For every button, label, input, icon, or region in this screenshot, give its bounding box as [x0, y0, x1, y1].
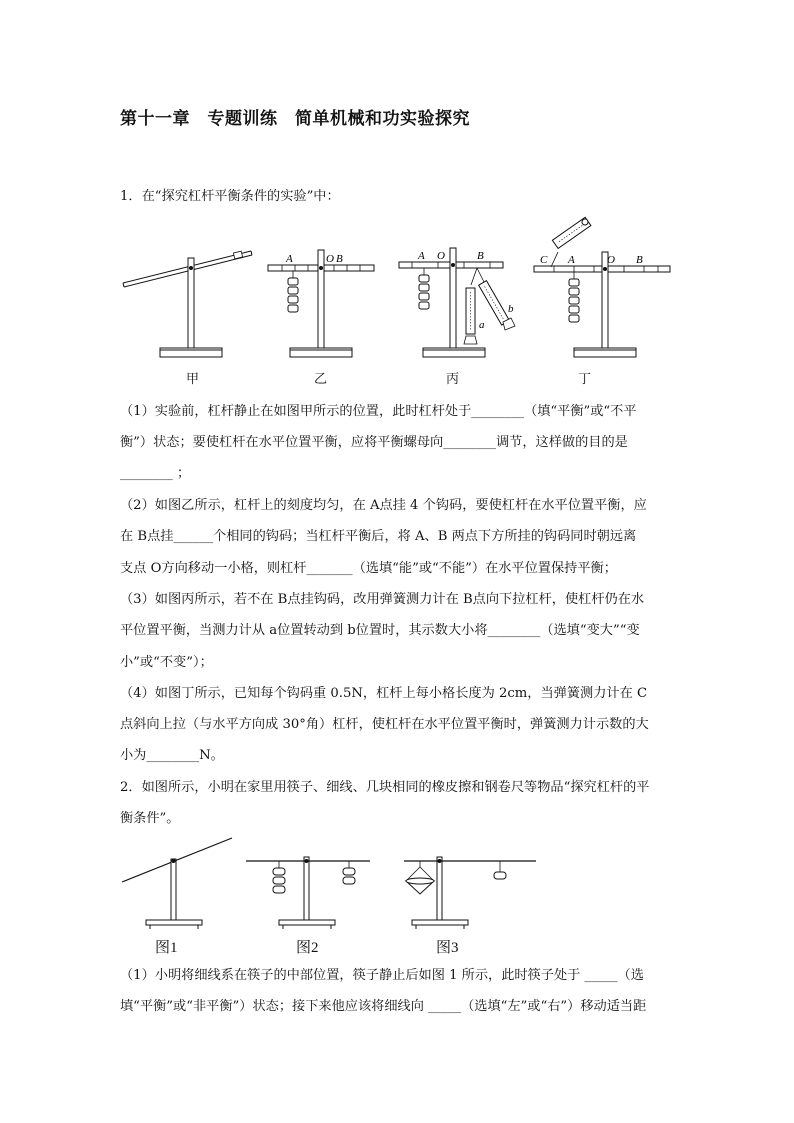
figure-label-2: 图2 [296, 940, 319, 956]
page-title: 第十一章 专题训练 简单机械和功实验探究 [120, 109, 470, 129]
figure-label-yi: 乙 [314, 372, 328, 387]
q1-line: 小为________N。 [120, 748, 224, 763]
figure-yi-lever-balanced [262, 240, 382, 360]
figure-label-bing: 丙 [446, 372, 460, 387]
q1-line: 点斜向上拉（与水平方向成 30°角）杠杆，使杠杆在水平位置平衡时，弹簧测力计示数的大 [120, 717, 649, 732]
q1-line: 在 B点挂______个相同的钩码；当杠杆平衡后，将 A、B 两点下方所挂的钩码同时朝远离 [120, 529, 637, 544]
point-label-o: O [607, 254, 615, 266]
q1-line: 小”或“不变”）； [120, 655, 213, 670]
figure-2-erasers-balanced [244, 834, 374, 932]
figure-label-ding: 丁 [578, 372, 592, 387]
q2-sub-line: （1）小明将细线系在筷子的中部位置，筷子静止后如图 1 所示，此时筷子处于 _____（选 [120, 968, 644, 983]
q2-line: 衡条件”。 [120, 811, 180, 826]
point-label-b: B [336, 253, 343, 265]
point-label-a: A [568, 254, 575, 266]
figure-label-1: 图1 [155, 940, 178, 956]
figure-1-chopstick-tilted [118, 834, 238, 932]
q1-line: （3）如图丙所示，若不在 B点挂钩码，改用弹簧测力计在 B点向下拉杠杆，使杠杆仍在水 [120, 592, 645, 607]
point-label-b: B [636, 254, 643, 266]
point-label-o: O [437, 250, 445, 262]
q1-line: （2）如图乙所示，杠杆上的刻度均匀，在 A点挂 4 个钩码，要使杠杆在水平位置平衡，应 [120, 498, 647, 513]
point-label-b: B [477, 250, 484, 262]
figure-ding-angled-pull [528, 212, 678, 360]
point-label-o: O [326, 253, 334, 265]
q1-line: （1）实验前，杠杆静止在如图甲所示的位置，此时杠杆处于________（填“平衡”或“不平 [120, 404, 637, 419]
q1-line: 支点 O方向移动一小格，则杠杆_______（选填“能”或“不能”）在水平位置保持平衡； [120, 561, 617, 576]
point-label-a: A [418, 250, 425, 262]
position-label-a: a [479, 319, 485, 331]
q2-line: 2．如图所示，小明在家里用筷子、细线、几块相同的橡皮擦和钢卷尺等物品“探究杠杆的平 [120, 780, 650, 795]
q1-line: 衡”）状态；要使杠杆在水平位置平衡，应将平衡螺母向________调节，这样做的目的是 [120, 435, 628, 450]
q2-sub-line: 填“平衡”或“非平衡”）状态；接下来他应该将细线向 _____（选填“左”或“右”）移动适当距 [120, 999, 647, 1014]
question-1-stem: 1．在“探究杠杆平衡条件的实验”中： [120, 189, 340, 204]
figure-label-3: 图3 [436, 940, 459, 956]
figure-jia-lever-tilted [118, 240, 258, 360]
figure-label-jia: 甲 [186, 372, 200, 387]
point-label-a: A [286, 253, 293, 265]
position-label-b: b [508, 303, 514, 315]
q1-line: （4）如图丁所示，已知每个钩码重 0.5N，杠杆上每小格长度为 2cm，当弹簧测力计在 C [120, 686, 648, 701]
q1-line: 平位置平衡，当测力计从 a位置转动到 b位置时，其示数大小将________（选填“变大”“变 [120, 623, 640, 638]
point-label-c: C [540, 254, 548, 266]
figure-bing-spring-scale [395, 240, 525, 360]
q1-line: ________ ； [120, 466, 191, 481]
figure-3-pan-and-eraser [402, 834, 542, 932]
